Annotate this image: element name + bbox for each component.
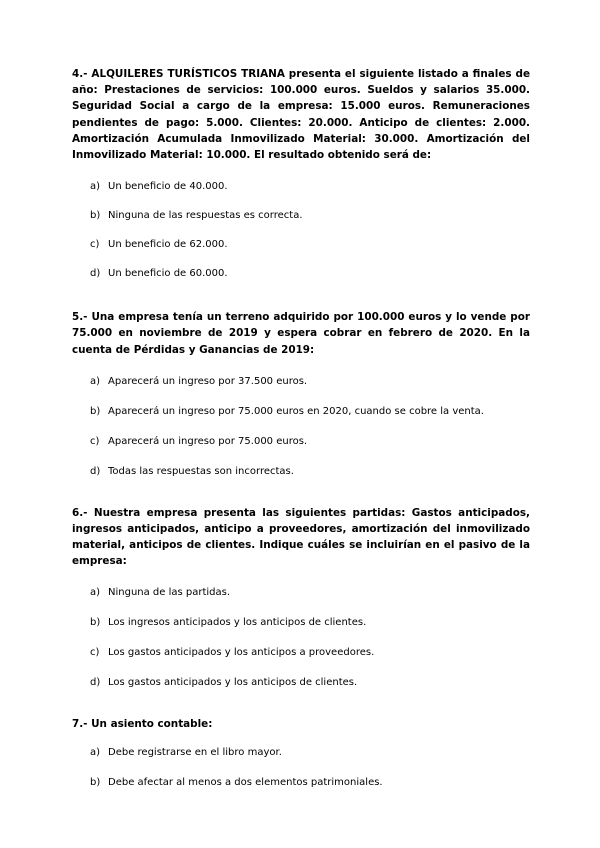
option-d: d) Los gastos anticipados y los anticipos de clientes. bbox=[90, 676, 358, 688]
option-list bbox=[72, 746, 530, 790]
option-c: c) Aparecerá un ingreso por 75.000 euros. bbox=[90, 435, 308, 447]
option-list bbox=[72, 180, 530, 281]
option-list bbox=[72, 375, 530, 479]
document-page bbox=[72, 66, 530, 790]
option-list bbox=[72, 586, 530, 690]
question-6 bbox=[72, 505, 530, 690]
option-a: a) Ninguna de las partidas. bbox=[90, 586, 231, 598]
option-b: b) Debe afectar al menos a dos elementos patrimoniales. bbox=[90, 776, 383, 788]
option-c: c) Un beneficio de 62.000. bbox=[90, 239, 228, 251]
option-d: d) Un beneficio de 60.000. bbox=[90, 268, 228, 280]
option-d: d) Todas las respuestas son incorrectas. bbox=[90, 465, 294, 477]
option-b: b) Ninguna de las respuestas es correcta. bbox=[90, 210, 303, 222]
question-text: 5.- Una empresa tenía un terreno adquirido por 100.000 euros y lo vende por 75.000 en noviembre de 2019 y espera cobrar en febrero de 2020. En la cuenta de Pérdidas y Ganancias de 2019: bbox=[72, 311, 530, 356]
option-a: a) Aparecerá un ingreso por 37.500 euros. bbox=[90, 375, 308, 387]
option-a: a) Debe registrarse en el libro mayor. bbox=[90, 746, 282, 758]
question-text: 7.- Un asiento contable: bbox=[72, 717, 213, 730]
question-5 bbox=[72, 309, 530, 479]
question-text: 6.- Nuestra empresa presenta las siguientes partidas: Gastos anticipados, ingresos anticipados, anticipo a proveedores, amortización del inmovilizado material, anticipos de clientes. Indique cuáles se incluirían en el pasivo de la empresa: bbox=[72, 506, 530, 568]
option-a: a) Un beneficio de 40.000. bbox=[90, 181, 228, 193]
question-text: 4.- ALQUILERES TURÍSTICOS TRIANA presenta el siguiente listado a finales de año: Prestaciones de servicios: 100.000 euros. Sueldos y salarios 35.000. Seguridad Social a cargo de la empresa: 15.000 euros. Remuneraciones pendientes de pago: 5.000. Clientes: 20.000. Anticipo de clientes: 2.000. Amortización Acumulada Inmovilizado Material: 30.000. Amortización del Inmovilizado Material: 10.000. El resultado obtenido será de: bbox=[72, 68, 530, 162]
option-b: b) Aparecerá un ingreso por 75.000 euros en 2020, cuando se cobre la venta. bbox=[90, 405, 484, 417]
question-7 bbox=[72, 716, 530, 790]
question-4 bbox=[72, 66, 530, 281]
option-b: b) Los ingresos anticipados y los anticipos de clientes. bbox=[90, 616, 367, 628]
option-c: c) Los gastos anticipados y los anticipos a proveedores. bbox=[90, 646, 375, 658]
